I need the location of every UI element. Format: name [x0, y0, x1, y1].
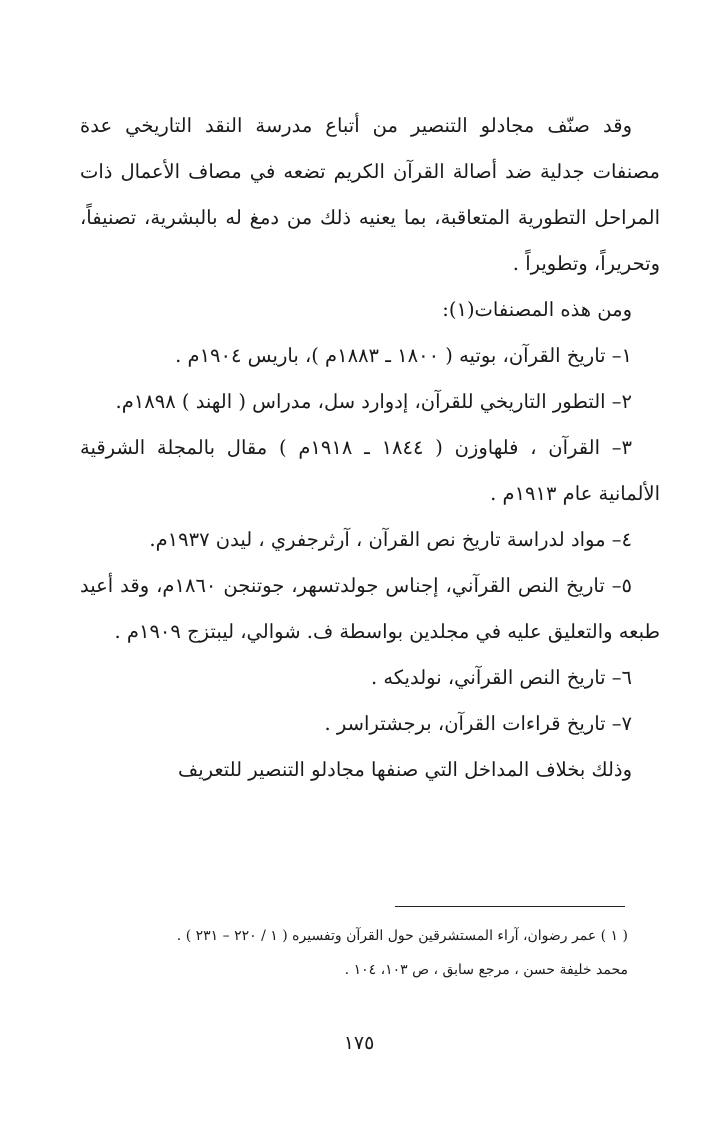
- list-item-2: ٢– التطور التاريخي للقرآن، إدوارد سل، مدراس ( الهند ) ١٨٩٨م.: [115, 390, 632, 413]
- main-text: [80, 103, 660, 793]
- footnote-1: ( ١ ) عمر رضوان، آراء المستشرقين حول القرآن وتفسيره ( ١ / ٢٢٠ – ٢٣١ ) .: [176, 928, 628, 944]
- list-item-1: ١– تاريخ القرآن، بوتيه ( ١٨٠٠ ـ ١٨٨٣م )، باريس ١٩٠٤م .: [175, 344, 632, 367]
- paragraph-intro: وقد صنّف مجادلو التنصير من أتباع مدرسة النقد التاريخي عدة مصنفات جدلية ضد أصالة القرآن الكريم تضعه في مصاف الأعمال ذات المراحل التطورية المتعاقبة، بما يعنيه ذلك من دمغ له بالبشرية، تصنيفاً، وتحريراً، وتطويراً .: [80, 114, 660, 275]
- list-item-4: ٤– مواد لدراسة تاريخ نص القرآن ، آرثرجفري ، ليدن ١٩٣٧م.: [149, 528, 632, 551]
- footnote-2: محمد خليفة حسن ، مرجع سابق ، ص ١٠٣، ١٠٤ .: [344, 962, 628, 978]
- list-intro: ومن هذه المصنفات(١):: [442, 298, 632, 321]
- list-item-3: ٣– القرآن ، فلهاوزن ( ١٨٤٤ ـ ١٩١٨م ) مقال بالمجلة الشرقية الألمانية عام ١٩١٣م .: [80, 436, 660, 505]
- list-item-6: ٦– تاريخ النص القرآني، نولديكه .: [370, 666, 632, 689]
- paragraph-closing: وذلك بخلاف المداخل التي صنفها مجادلو التنصير للتعريف: [178, 758, 632, 781]
- footnote-divider: [395, 906, 625, 907]
- list-item-7: ٧– تاريخ قراءات القرآن، برجشتراسر .: [324, 712, 632, 735]
- footnotes: [80, 919, 628, 987]
- page-number: ١٧٥: [343, 1032, 375, 1054]
- list-item-5: ٥– تاريخ النص القرآني، إجناس جولدتسهر، جوتنجن ١٨٦٠م، وقد أعيد طبعه والتعليق عليه في مجلدين بواسطة ف. شوالي، ليبتزج ١٩٠٩م .: [80, 574, 660, 643]
